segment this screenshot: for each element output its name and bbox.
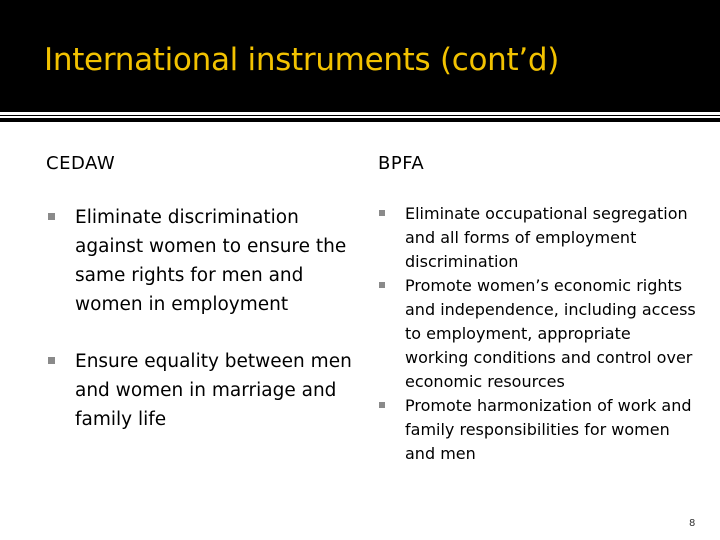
list-item-text: Promote women’s economic rights and independence, including access to employment, appropriate working conditions and control over economic resources: [405, 276, 696, 391]
slide-title: International instruments (cont’d): [44, 42, 560, 78]
list-item: [46, 203, 366, 319]
title-bar: [0, 0, 720, 112]
list-item: [378, 274, 698, 394]
page-number: 8: [689, 518, 696, 529]
list-item-text: Eliminate discrimination against women to ensure the same rights for men and women in employment: [75, 207, 347, 315]
bpfa-heading: BPFA: [378, 153, 425, 174]
square-bullet-icon: [48, 357, 55, 364]
list-item: [46, 347, 366, 434]
square-bullet-icon: [379, 402, 385, 408]
list-item-text: Eliminate occupational segregation and all forms of employment discrimination: [405, 204, 688, 271]
list-item-text: Ensure equality between men and women in marriage and family life: [75, 351, 352, 430]
bpfa-list: [378, 202, 698, 466]
list-item: [378, 394, 698, 466]
divider-thin: [0, 115, 720, 116]
list-item-text: Promote harmonization of work and family responsibilities for women and men: [405, 396, 692, 463]
cedaw-list: [46, 203, 366, 462]
square-bullet-icon: [379, 210, 385, 216]
square-bullet-icon: [379, 282, 385, 288]
divider-thick: [0, 118, 720, 122]
cedaw-heading: CEDAW: [46, 153, 116, 174]
list-item: [378, 202, 698, 274]
square-bullet-icon: [48, 213, 55, 220]
